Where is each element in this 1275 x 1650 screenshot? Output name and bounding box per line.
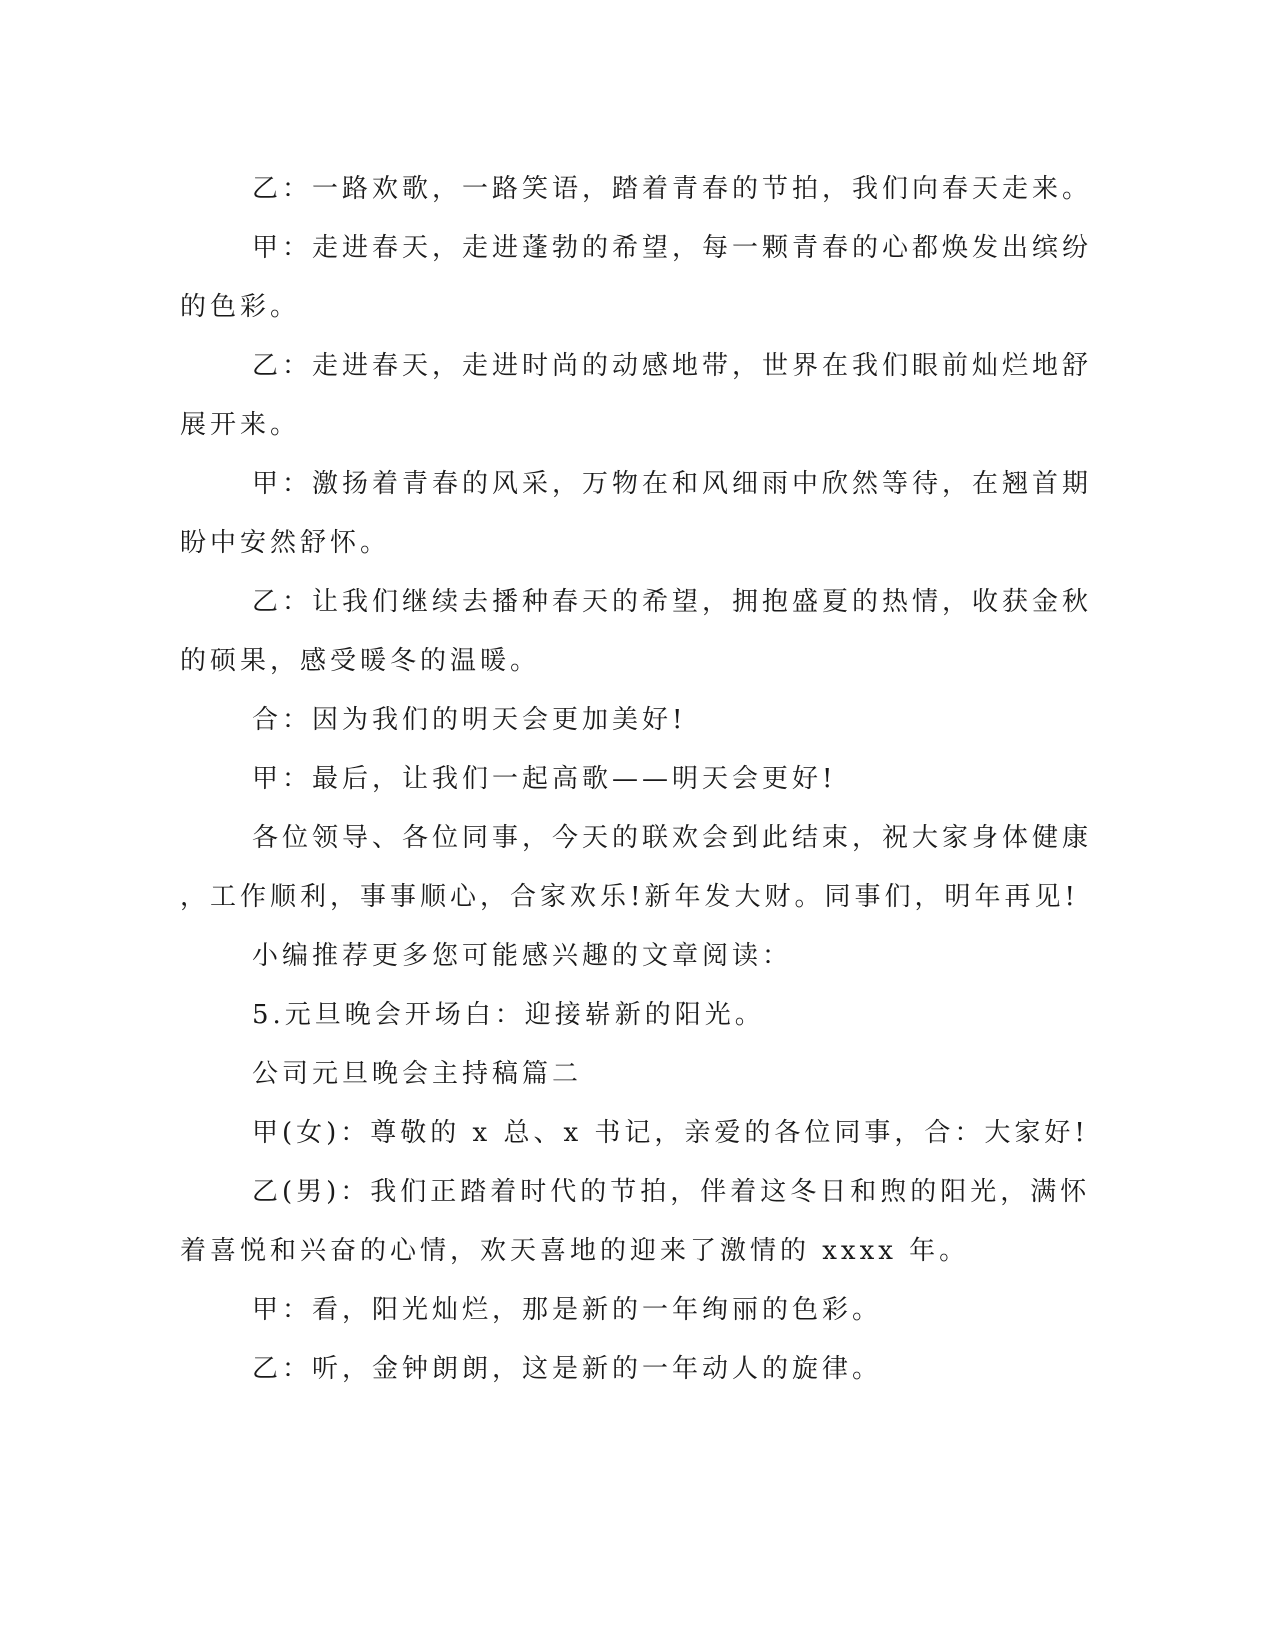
- section-heading: 公司元旦晚会主持稿篇二: [252, 1059, 583, 1089]
- paragraph-line: 的色彩。: [180, 292, 301, 322]
- paragraph-line: 甲：激扬着青春的风采，万物在和风细雨中欣然等待，在翘首期: [252, 469, 1093, 499]
- paragraph-line: 甲(女)：尊敬的 x 总、x 书记，亲爱的各位同事，合：大家好!: [252, 1118, 1089, 1148]
- paragraph-line: 的硕果，感受暖冬的温暖。: [180, 646, 541, 676]
- document-body: [180, 160, 1093, 1399]
- paragraph-line: 合：因为我们的明天会更加美好!: [252, 705, 687, 735]
- paragraph-line: 盼中安然舒怀。: [180, 528, 391, 558]
- paragraph-line: 乙(男)：我们正踏着时代的节拍，伴着这冬日和煦的阳光，满怀: [252, 1177, 1091, 1207]
- paragraph-line: 乙：走进春天，走进时尚的动感地带，世界在我们眼前灿烂地舒: [252, 351, 1093, 381]
- paragraph-line: 展开来。: [180, 410, 301, 440]
- paragraph-line: 乙：让我们继续去播种春天的希望，拥抱盛夏的热情，收获金秋: [252, 587, 1093, 617]
- paragraph-line: 甲：看，阳光灿烂，那是新的一年绚丽的色彩。: [252, 1295, 883, 1325]
- paragraph-line: 甲：走进春天，走进蓬勃的希望，每一颗青春的心都焕发出缤纷: [252, 233, 1093, 263]
- paragraph-line: 5.元旦晚会开场白：迎接崭新的阳光。: [252, 1000, 765, 1030]
- paragraph-line: 乙：一路欢歌，一路笑语，踏着青春的节拍，我们向春天走来。: [252, 174, 1093, 204]
- paragraph-line: ，工作顺利，事事顺心，合家欢乐!新年发大财。同事们，明年再见!: [180, 882, 1079, 912]
- paragraph-line: 甲：最后，让我们一起高歌——明天会更好!: [252, 764, 837, 794]
- paragraph-line: 小编推荐更多您可能感兴趣的文章阅读：: [252, 941, 793, 971]
- paragraph-line: 乙：听，金钟朗朗，这是新的一年动人的旋律。: [252, 1354, 883, 1384]
- paragraph-line: 着喜悦和兴奋的心情，欢天喜地的迎来了激情的 xxxx 年。: [180, 1236, 970, 1266]
- paragraph-line: 各位领导、各位同事，今天的联欢会到此结束，祝大家身体健康: [252, 823, 1093, 853]
